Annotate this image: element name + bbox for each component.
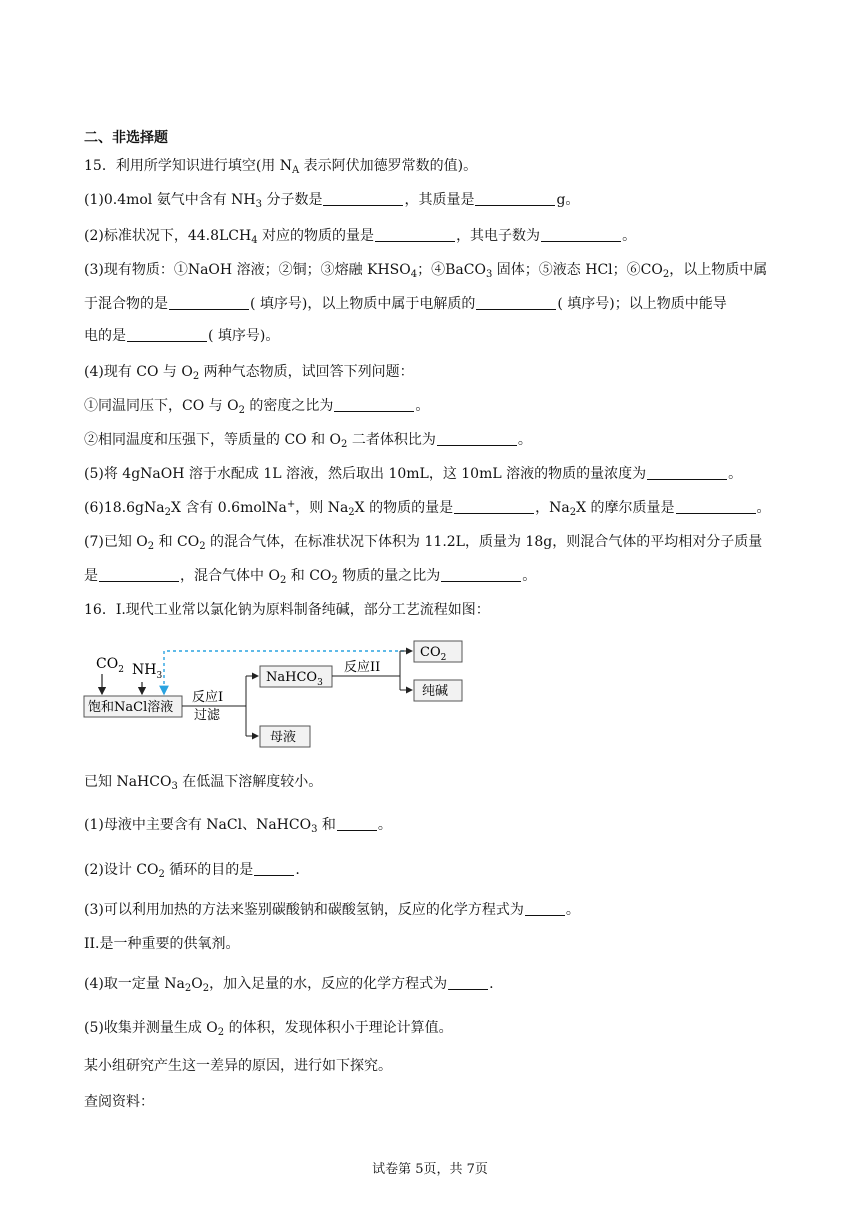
q16-group-study: 某小组研究产生这一差异的原因，进行如下探究。 [84,1058,392,1074]
filtration-label: 过滤 [194,708,221,723]
q16-reference: 查阅资料： [84,1094,154,1110]
answer-blank[interactable] [127,327,207,342]
answer-blank[interactable] [323,191,403,206]
q16-known: 已知 NaHCO$_3$ 在低温下溶解度较小。 [84,774,323,792]
answer-blank[interactable] [476,295,556,310]
answer-blank[interactable] [437,431,517,446]
q15-part4-2: ②相同温度和压强下，等质量的 CO 和 $O_2$ 二者体积比为 。 [84,432,532,450]
svg-text:母液: 母液 [270,730,297,745]
q16-sub1: (1)母液中主要含有 NaCl、NaHCO$_3$ 和 。 [84,817,392,835]
answer-blank[interactable] [541,227,621,242]
answer-blank[interactable] [334,397,414,412]
section-title: 二、非选择题 [84,130,168,146]
q16-sub2: (2)设计 $CO_2$ 循环的目的是 . [84,862,300,880]
q15-intro: 15．利用所学知识进行填空(用 $N_A$ 表示阿伏加德罗常数的值)。 [84,158,478,176]
answer-blank[interactable] [169,295,249,310]
svg-text:饱和NaCl溶液: 饱和NaCl溶液 [88,700,174,715]
q15-part2: (2)标准状况下，$44.8LCH_4$ 对应的物质的量是 ，其电子数为 。 [84,228,637,246]
answer-blank[interactable] [676,499,756,514]
q16-part-ii: II.是一种重要的供氧剂。 [84,936,240,952]
reaction-i-label: 反应I [192,690,224,705]
answer-blank[interactable] [525,901,565,916]
answer-blank[interactable] [254,861,294,876]
q15-part3-line3: 电的是 ( 填序号)。 [84,328,280,344]
answer-blank[interactable] [475,191,555,206]
q16-sub3: (3)可以利用加热的方法来鉴别碳酸钠和碳酸氢钠，反应的化学方程式为 。 [84,902,580,918]
q15-part5: (5)将 4gNaOH 溶于水配成 1L 溶液，然后取出 10mL，这 10mL 溶液的物质的量浓度为 。 [84,466,743,482]
q15-part4: (4)现有 CO 与 $O_2$ 两种气态物质，试回答下列问题： [84,364,414,382]
svg-text:CO2: $CO_2$ [420,645,447,663]
co2-input-label: $CO_2$ [96,656,124,675]
answer-blank[interactable] [448,975,488,990]
answer-blank[interactable] [337,816,377,831]
svg-text:NaHCO3: NaHCO$_3$ [266,670,323,688]
q16-intro: 16．I.现代工业常以氯化钠为原料制备纯碱，部分工艺流程如图： [84,602,490,618]
q15-part1: (1)0.4mol 氨气中含有 $NH_3$ 分子数是 ，其质量是 g。 [84,192,580,210]
answer-blank[interactable] [647,465,727,480]
answer-blank[interactable] [99,567,179,582]
answer-blank[interactable] [441,567,521,582]
answer-blank[interactable] [454,499,534,514]
page-footer: 试卷第 5页，共 7页 [372,1162,488,1177]
q15-part3-line1: (3)现有物质：①NaOH 溶液；②铜；③熔融 $KHSO_4$；④BaCO$_3$ 固体；⑤液态 HCl；$⑥CO_2$，以上物质中属 [84,262,768,280]
process-flow-diagram [80,638,480,754]
q15-part7-line2: 是 ，混合气体中 $O_2$ 和 $CO_2$ 物质的量之比为 。 [84,568,537,586]
svg-text:纯碱: 纯碱 [422,684,449,699]
nh3-input-label: $NH_3$ [132,662,163,681]
reaction-ii-label: 反应II [344,660,381,675]
answer-blank[interactable] [375,227,455,242]
q15-part7-line1: (7)已知 $O_2$ 和 $CO_2$ 的混合气体，在标准状况下体积为 11.2L，质量为 18g，则混合气体的平均相对分子质量 [84,534,763,552]
q16-sub4: (4)取一定量 $Na_2O_2$，加入足量的水，反应的化学方程式为 . [84,976,494,994]
q15-part4-1: ①同温同压下，CO 与 $O_2$ 的密度之比为 。 [84,398,430,416]
q15-part6: (6)18.6gNa$_2$X 含有 0.6molNa+，则 $Na_2X$ 的物质的量是 ，$Na_2X$ 的摩尔质量是 。 [84,499,771,518]
q15-part3-line2: 于混合物的是 ( 填序号)，以上物质中属于电解质的 ( 填序号)；以上物质中能导 [84,296,727,312]
q16-sub5: (5)收集并测量生成 $O_2$ 的体积，发现体积小于理论计算值。 [84,1020,453,1038]
